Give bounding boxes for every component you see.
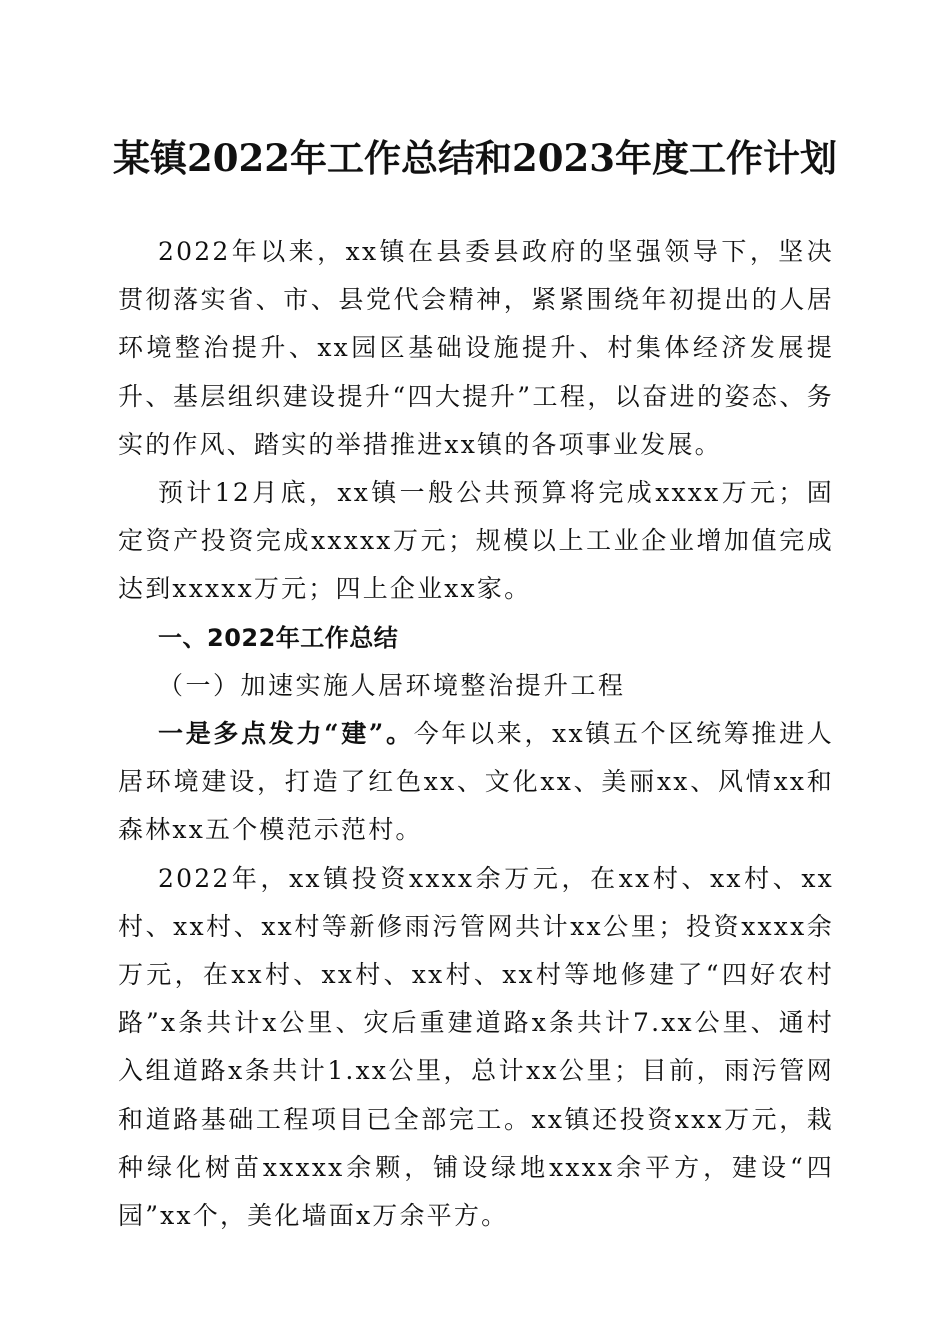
section-heading: 一、2022年工作总结 xyxy=(158,623,399,652)
point-text: 今年以来，xx镇五个区统筹推进人居环境建设，打造了红色xx、文化xx、美丽xx、风情xx和森林xx五个模范示范村。 xyxy=(118,719,835,845)
intro-paragraph: 2022年以来，xx镇在县委县政府的坚强领导下，坚决贯彻落实省、市、县党代会精神，紧紧围绕年初提出的人居环境整治提升、xx园区基础设施提升、村集体经济发展提升、基层组织建设提升“四大提升”工程，以奋进的姿态、务实的作风、踏实的举措推进xx镇的各项事业发展。 xyxy=(118,237,834,459)
document-body xyxy=(118,228,834,1240)
forecast-paragraph: 预计12月底，xx镇一般公共预算将完成xxxx万元；固定资产投资完成xxxxx万元；规模以上工业企业增加值完成达到xxxxx万元；四上企业xx家。 xyxy=(118,478,834,604)
point-paragraph xyxy=(118,710,834,855)
point-lead: 一是多点发力“建”。 xyxy=(158,719,414,749)
document-title: 某镇2022年工作总结和2023年度工作计划 xyxy=(113,136,837,180)
subsection-heading: （一）加速实施人居环境整治提升工程 xyxy=(158,670,626,700)
investment-paragraph: 2022年，xx镇投资xxxx余万元，在xx村、xx村、xx村、xx村、xx村等新修雨污管网共计xx公里；投资xxxx余万元，在xx村、xx村、xx村、xx村等地修建了“四好农村路”x条共计x公里、灾后重建道路x条共计7.xx公里、通村入组道路x条共计1.xx公里，总计xx公里；目前，雨污管网和道路基础工程项目已全部完工。xx镇还投资xxx万元，栽种绿化树苗xxxxx余颗，铺设绿地xxxx余平方，建设“四园”xx个，美化墙面x万余平方。 xyxy=(118,863,834,1231)
